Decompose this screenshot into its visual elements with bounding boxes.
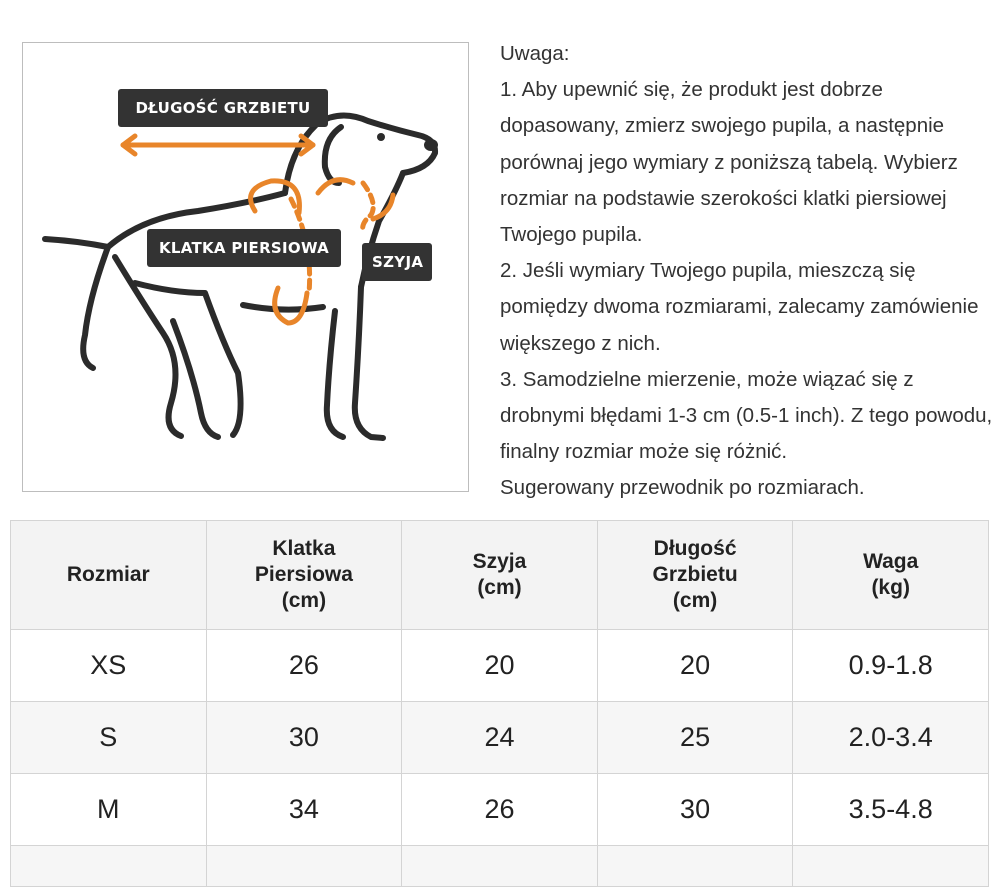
header-weight: Waga (kg) bbox=[793, 521, 989, 630]
cell-chest: 34 bbox=[206, 774, 402, 846]
table-row-cut-off bbox=[11, 846, 989, 887]
size-table bbox=[10, 520, 989, 887]
cell-weight: 0.9-1.8 bbox=[793, 630, 989, 702]
header-back-length: Długość Grzbietu (cm) bbox=[597, 521, 793, 630]
cell-weight: 3.5-4.8 bbox=[793, 774, 989, 846]
note-item: 1. Aby upewnić się, że produkt jest dobrze dopasowany, zmierz swojego pupila, a następnie porównaj jego wymiary z poniższą tabelą. Wybierz rozmiar na podstawie szerokości klatki piersiowej Twojego pupila. bbox=[500, 78, 958, 247]
cell-weight: 2.0-3.4 bbox=[793, 702, 989, 774]
cell-size: S bbox=[11, 702, 207, 774]
table-row bbox=[11, 774, 989, 846]
header-chest: Klatka Piersiowa (cm) bbox=[206, 521, 402, 630]
note-item: Sugerowany przewodnik po rozmiarach. bbox=[500, 476, 865, 500]
table-row bbox=[11, 630, 989, 702]
cell-neck: 26 bbox=[402, 774, 598, 846]
neck-label: SZYJA bbox=[362, 243, 432, 281]
cell-neck: 20 bbox=[402, 630, 598, 702]
table-row bbox=[11, 702, 989, 774]
cell-chest: 30 bbox=[206, 702, 402, 774]
cell-back-length: 30 bbox=[597, 774, 793, 846]
cell-neck: 24 bbox=[402, 702, 598, 774]
header-size: Rozmiar bbox=[11, 521, 207, 630]
notes-heading: Uwaga: bbox=[500, 42, 570, 65]
note-item: 3. Samodzielne mierzenie, może wiązać się z drobnymi błędami 1-3 cm (0.5-1 inch). Z tego powodu, finalny rozmiar może się różnić. bbox=[500, 367, 993, 464]
cell-back-length: 25 bbox=[597, 702, 793, 774]
cell-size: XS bbox=[11, 630, 207, 702]
note-item: 2. Jeśli wymiary Twojego pupila, mieszczą się pomiędzy dwoma rozmiarami, zalecamy zamówienie większego z nich. bbox=[500, 259, 979, 355]
dog-measurement-figure bbox=[22, 42, 469, 492]
header-neck: Szyja (cm) bbox=[402, 521, 598, 630]
cell-size: M bbox=[11, 774, 207, 846]
cell-back-length: 20 bbox=[597, 630, 793, 702]
chest-label: KLATKA PIERSIOWA bbox=[147, 229, 341, 267]
notes-panel bbox=[500, 36, 995, 507]
back-length-label: DŁUGOŚĆ GRZBIETU bbox=[118, 89, 328, 127]
table-header-row bbox=[11, 521, 989, 630]
cell-chest: 26 bbox=[206, 630, 402, 702]
